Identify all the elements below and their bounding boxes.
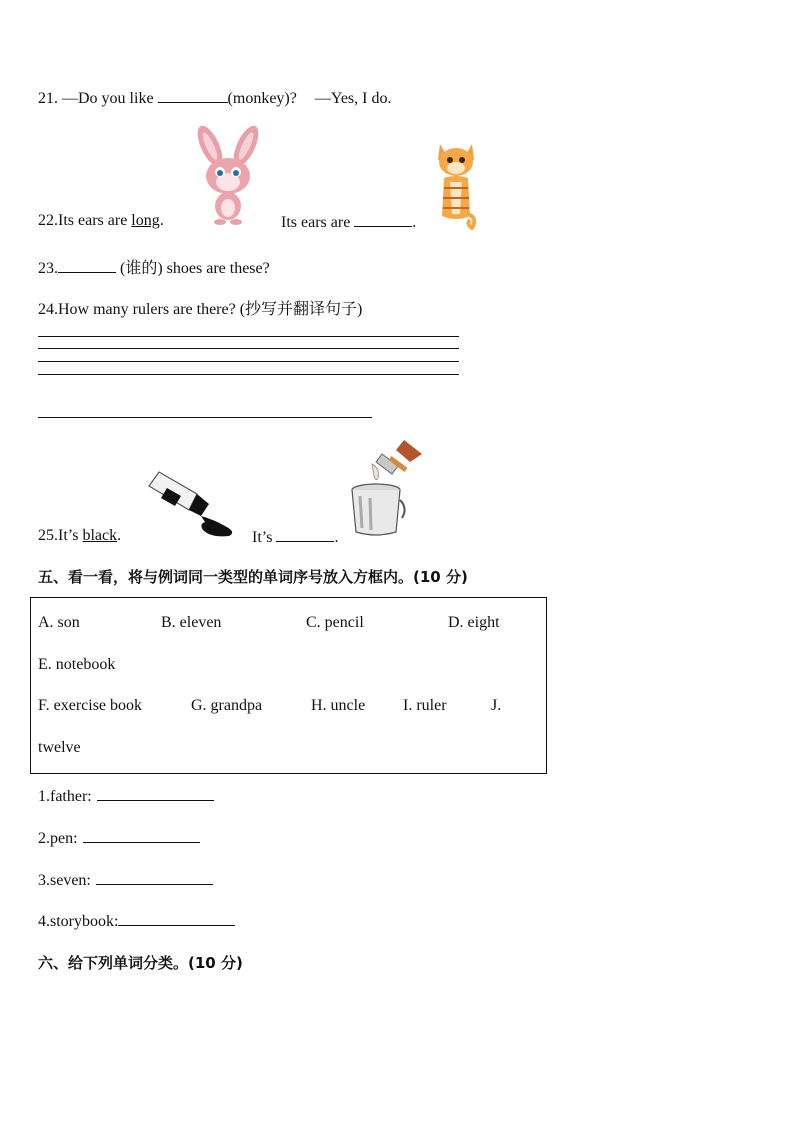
option-e: E. notebook <box>38 656 116 673</box>
option-a: A. son <box>38 614 80 631</box>
reply-text: —Yes, I do. <box>314 90 392 107</box>
answer-blank[interactable] <box>354 212 412 227</box>
question-22-answer-line: Its ears are . <box>281 214 417 231</box>
question-number: 23 <box>38 260 54 277</box>
sort-item-2 <box>38 828 200 848</box>
option-c: C. pencil <box>306 614 364 631</box>
answer-blank[interactable] <box>83 828 200 843</box>
question-text: .Its ears are <box>54 212 132 229</box>
writing-line[interactable] <box>38 348 459 349</box>
writing-line[interactable] <box>38 374 459 375</box>
question-text: .It’s <box>54 527 83 544</box>
underlined-word: long <box>131 212 160 229</box>
question-23: 23. (谁的) shoes are these? <box>38 260 270 277</box>
hint-text: (monkey)? <box>227 90 297 107</box>
rabbit-image <box>192 126 264 226</box>
sort-item-3 <box>38 870 213 890</box>
section-5-title: 五、看一看，将与例词同一类型的单词序号放入方框内。(10 分) <box>38 568 468 586</box>
sort-item-4 <box>38 911 235 931</box>
item-label: 1.father: <box>38 788 92 805</box>
question-25-answer-line: It’s . <box>252 529 339 546</box>
question-number: 21 <box>38 90 54 107</box>
paint-bucket-image <box>346 438 428 540</box>
question-24 <box>38 296 362 319</box>
writing-line[interactable] <box>38 361 459 362</box>
question-number: 24 <box>38 301 54 318</box>
answer-blank[interactable] <box>118 911 235 926</box>
item-label: 3.seven: <box>38 872 91 889</box>
sort-item-1 <box>38 786 214 806</box>
option-f: F. exercise book <box>38 697 143 714</box>
option-j: J. <box>491 697 502 714</box>
answer-blank[interactable] <box>96 870 213 885</box>
option-g: G. grandpa <box>191 697 263 714</box>
answer-blank[interactable] <box>58 258 116 273</box>
question-number: 22 <box>38 212 54 229</box>
question-25: 25.It’s black. <box>38 527 122 544</box>
underlined-word: black <box>82 527 118 544</box>
cat-image <box>432 138 480 230</box>
paint-tube-image <box>145 470 240 538</box>
question-text: .How many rulers are there? (抄写并翻译句子) <box>54 301 363 318</box>
option-i: I. ruler <box>403 697 447 714</box>
answer-blank[interactable] <box>276 527 334 542</box>
question-text: (谁的) shoes are these? <box>116 260 270 277</box>
item-label: 2.pen: <box>38 830 78 847</box>
option-b: B. eleven <box>161 614 222 631</box>
answer-blank[interactable] <box>158 88 228 103</box>
question-text: Its ears are <box>281 214 355 231</box>
item-label: 4.storybook: <box>38 913 119 930</box>
question-number: 25 <box>38 527 54 544</box>
question-22: 22.Its ears are long. <box>38 212 164 229</box>
option-d: D. eight <box>448 614 500 631</box>
answer-blank[interactable] <box>97 786 214 801</box>
question-text: It’s <box>252 529 277 546</box>
option-j-word: twelve <box>38 739 81 756</box>
writing-line[interactable] <box>38 336 459 337</box>
translation-line[interactable] <box>38 417 372 418</box>
question-text: . —Do you like <box>54 90 158 107</box>
option-h: H. uncle <box>311 697 366 714</box>
question-21 <box>38 88 391 108</box>
section-6-title: 六、给下列单词分类。(10 分) <box>38 954 243 972</box>
